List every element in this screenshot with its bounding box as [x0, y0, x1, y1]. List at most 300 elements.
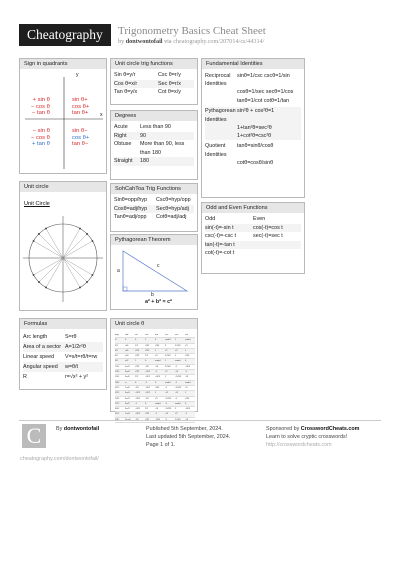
identity-line: tanθ=sinθ/cosθ: [237, 143, 274, 150]
table-cell: -√3: [185, 376, 189, 379]
table-cell: √2/2: [135, 349, 140, 352]
identity-lines: [237, 72, 301, 105]
table-cell: -√3/3: [155, 376, 160, 379]
table-cell: -1: [185, 413, 187, 416]
table-cell: √3/3: [155, 386, 160, 389]
table-cell: √3/2: [145, 418, 150, 421]
table-cell: -√3/3: [155, 418, 160, 421]
table-cell: √3: [185, 386, 188, 389]
unit-circle-point: [79, 228, 81, 230]
table-row: [114, 196, 194, 205]
identity-line: tanθ=1/cot cotθ=1/tan: [237, 97, 290, 104]
table-cell: √3/3: [155, 344, 160, 347]
table-cell: undef: [165, 339, 171, 342]
table-cell: 2√3/3: [175, 344, 181, 347]
table-cell: 2√3/3: [175, 418, 181, 421]
table-cell: -1/2: [135, 418, 139, 421]
footer-sponsor: [266, 425, 359, 433]
table-header-cell: csc: [165, 334, 169, 336]
table-cell: -1: [145, 381, 147, 384]
trig-sin: Sin θ=y/r: [114, 72, 136, 78]
table-cell: 1/2: [135, 344, 139, 347]
identity-label: Pythagorean Identities: [205, 108, 236, 123]
even-function: cos(-t)=cos t: [253, 224, 283, 231]
table-cell: √2: [165, 349, 168, 352]
table-cell: undef: [185, 339, 191, 342]
table-cell: -1/2: [145, 365, 149, 368]
table-cell: 240°: [115, 397, 120, 400]
degree-type: Obtuse: [114, 141, 132, 148]
table-cell: 0: [125, 339, 127, 342]
table-cell: -2: [165, 386, 167, 389]
formula-name: Linear speed: [23, 354, 55, 360]
table-cell: 5π/6: [125, 376, 130, 379]
header: [0, 0, 400, 50]
unit-circle-trig-content: [111, 69, 197, 99]
table-cell: 3π/2: [125, 402, 130, 405]
table-cell: 1: [155, 392, 157, 395]
table-cell: √3/2: [135, 365, 140, 368]
table-cell: 2√3/3: [165, 365, 171, 368]
identity-line: sin²θ + cos²θ=1: [237, 108, 275, 115]
page-title: Trigonometry Basics Cheat Sheet: [118, 25, 266, 37]
footer-sponsor-tagline: Learn to solve cryptic crosswords!: [266, 434, 348, 440]
table-cell: -1: [185, 371, 187, 374]
table-row: [114, 140, 194, 157]
table-cell: 2: [165, 376, 167, 379]
table-row: [205, 107, 301, 140]
odd-function: cot(-t)=-cot t: [205, 250, 235, 257]
table-row: [205, 232, 301, 241]
byline-prefix: by: [118, 38, 126, 45]
sign-quadrants-title: Sign in quadrants: [20, 59, 106, 69]
table-cell: 1: [175, 339, 177, 342]
footer-divider: [19, 420, 381, 421]
odd-function: csc(-t)=-csc t: [205, 233, 236, 240]
table-cell: 30°: [115, 344, 119, 347]
table-cell: -2: [165, 418, 167, 421]
table-cell: 0: [135, 381, 137, 384]
q3-cos: − cos θ: [31, 134, 50, 141]
table-row: [23, 352, 103, 362]
sheet-url-link[interactable]: cheatography.com/207014/cs/44314/: [173, 38, 265, 45]
table-cell: -√3/3: [185, 408, 190, 411]
identity-line: cosθ=1/sec secθ=1/cos: [237, 89, 294, 96]
table-cell: 5π/3: [125, 408, 130, 411]
table-cell: 1/2: [145, 355, 149, 358]
unit-circle-point: [38, 233, 40, 235]
q4-sin: sin θ−: [72, 128, 88, 134]
q2-cos: − cos θ: [31, 103, 50, 110]
soh-sec: Secθ=hyp/adj: [156, 205, 189, 212]
table-cell: √3/3: [185, 397, 190, 400]
table-header-cell: cos: [145, 334, 149, 336]
table-cell: -√2/2: [145, 371, 150, 374]
fundamental-identities-content: [202, 69, 304, 169]
table-row: [205, 241, 301, 250]
degree-type: Right: [114, 132, 127, 139]
odd-function: sin(-t)=-sin t: [205, 224, 234, 231]
quadrant-axes: [23, 71, 105, 171]
table-row: [205, 224, 301, 233]
table-cell: 300°: [115, 408, 120, 411]
table-cell: 0°: [115, 339, 118, 342]
table-cell: -1/2: [145, 397, 149, 400]
table-cell: -√3/2: [135, 408, 140, 411]
odd-header: Odd: [205, 216, 216, 222]
soh-cos: Cosθ=adj/hyp: [114, 205, 148, 212]
unit-circle-point: [33, 274, 35, 276]
table-cell: 270°: [115, 402, 120, 405]
table-header-row: [205, 215, 301, 224]
side-b-label: b: [151, 292, 154, 298]
footer-author-url[interactable]: cheatography.com/dontwontofail/: [20, 456, 99, 462]
formulas-box: [19, 318, 107, 390]
q4-tan: tan θ−: [72, 141, 89, 148]
unit-circle-point: [45, 287, 47, 289]
q2-tan: − tan θ: [31, 110, 50, 117]
fundamental-identities-title: Fundamental Identities: [202, 59, 304, 69]
author-link[interactable]: dontwontofail: [125, 38, 163, 45]
identity-line: sinθ=1/csc cscθ=1/sin: [237, 73, 290, 79]
formula-value: S=rθ: [65, 334, 77, 340]
table-cell: 0: [185, 360, 187, 363]
table-row: [114, 205, 194, 214]
table-cell: 210°: [115, 386, 120, 389]
table-cell: -√3: [185, 418, 189, 421]
formula-value: A=1/2r²θ: [65, 344, 86, 350]
table-row: [23, 342, 103, 352]
table-cell: -√3: [155, 408, 159, 411]
degree-value: More than 90, less than 180: [140, 141, 185, 156]
table-cell: -√2/2: [135, 392, 140, 395]
table-cell: 1/2: [135, 376, 139, 379]
formula-name: Area of a sector: [23, 344, 62, 350]
q1-tan: tan θ+: [72, 110, 89, 117]
degree-type: Straight: [114, 158, 133, 165]
table-cell: √3: [185, 344, 188, 347]
table-cell: -2: [175, 397, 177, 400]
table-cell: √2: [175, 349, 178, 352]
table-cell: undef: [175, 402, 181, 405]
table-cell: -1: [175, 381, 177, 384]
table-cell: -2√3/3: [175, 376, 182, 379]
even-header: Even: [253, 216, 266, 222]
table-header-cell: sec: [175, 334, 179, 336]
quadrant-3-signs: [31, 128, 50, 148]
degrees-content: [111, 121, 197, 168]
identity-lines: [237, 142, 301, 167]
unit-circle-point: [92, 274, 94, 276]
table-cell: 11π/6: [125, 418, 131, 421]
formulas-title: Formulas: [20, 319, 106, 329]
table-cell: undef: [165, 381, 171, 384]
sohcahtoa-content: [111, 194, 197, 224]
unit-circle-trig-title: Unit circle trig functions: [111, 59, 197, 69]
odd-even-title: Odd and Even Functions: [202, 203, 304, 213]
table-header-cell: sin: [135, 334, 138, 336]
table-cell: undef: [175, 360, 181, 363]
unit-circle-point: [33, 240, 35, 242]
cheatography-logo[interactable]: Cheatography: [19, 24, 111, 46]
unit-circle-point: [79, 287, 81, 289]
identity-label: Reciprocal Identities: [205, 73, 231, 88]
side-c-label: c: [157, 263, 160, 269]
unit-circle-point: [86, 233, 88, 235]
unit-circle-table-title: Unit circle θ: [111, 319, 197, 329]
table-row: [205, 142, 301, 167]
identity-line: 1+tan²θ=sec²θ: [237, 124, 272, 131]
table-cell: 3π/4: [125, 371, 130, 374]
side-a-label: a: [117, 268, 120, 274]
table-cell: 120°: [115, 365, 120, 368]
table-cell: -1: [155, 413, 157, 416]
table-cell: -√2: [175, 371, 179, 374]
unit-circle-point: [38, 281, 40, 283]
identity-line: 1+cot²θ=csc²θ: [237, 133, 272, 140]
table-cell: undef: [185, 381, 191, 384]
table-row: [114, 157, 194, 166]
table-cell: π/4: [125, 349, 129, 352]
table-cell: -1: [165, 402, 167, 405]
odd-even-content: [202, 213, 304, 260]
table-cell: 180°: [115, 381, 120, 384]
table-header-cell: deg: [115, 334, 119, 336]
table-cell: 1: [185, 392, 187, 395]
table-cell: -1: [135, 402, 137, 405]
sohcahtoa-title: SohCahToa Trig Functions: [111, 184, 197, 194]
fundamental-identities-box: [201, 58, 305, 198]
q1-cos: cos θ+: [72, 103, 90, 110]
byline-via: via: [162, 38, 174, 45]
table-header-cell: tan: [155, 334, 159, 336]
odd-function: tan(-t)=-tan t: [205, 241, 235, 248]
trig-sec: Sec θ=r/x: [158, 80, 181, 87]
table-row: [23, 362, 103, 372]
table-cell: -√2: [165, 392, 169, 395]
table-cell: 0: [135, 339, 137, 342]
table-cell: 0: [185, 402, 187, 405]
table-cell: 90°: [115, 360, 119, 363]
unit-circle-diagram: [20, 210, 106, 306]
table-cell: -√3/2: [145, 386, 150, 389]
table-cell: -√3/3: [185, 365, 190, 368]
table-cell: √2/2: [135, 371, 140, 374]
table-cell: -1/2: [135, 386, 139, 389]
formula-name: R: [23, 374, 27, 380]
table-cell: -√3/2: [145, 376, 150, 379]
table-header-cell: rad: [125, 334, 129, 336]
table-cell: 4π/3: [125, 397, 130, 400]
table-cell: -2√3/3: [165, 397, 172, 400]
unit-circle-point: [92, 240, 94, 242]
formula-value: r=√x² + y²: [65, 374, 89, 380]
table-cell: √2: [165, 371, 168, 374]
identity-label: Quotient Identities: [205, 143, 227, 158]
table-cell: 1: [155, 349, 157, 352]
unit-circle-subtitle: Unit Circle: [24, 201, 50, 207]
table-cell: 0: [145, 360, 147, 363]
q3-tan: + tan θ: [31, 141, 50, 148]
table-row: [114, 88, 194, 97]
table-cell: 0: [155, 339, 157, 342]
pythagorean-title: Pythagorean Theorem: [111, 235, 197, 245]
footer-sponsor-prefix: Sponsored by: [266, 426, 301, 432]
odd-even-box: [201, 202, 305, 274]
table-cell: √3: [155, 397, 158, 400]
right-triangle-diagram: [113, 247, 197, 301]
quadrant-2-signs: [31, 97, 50, 117]
table-cell: 315°: [115, 413, 120, 416]
table-cell: 1: [185, 349, 187, 352]
table-cell: 225°: [115, 392, 120, 395]
trig-tan: Tan θ=y/x: [114, 89, 138, 96]
table-cell: 135°: [115, 371, 120, 374]
table-cell: undef: [155, 360, 161, 363]
table-row: [205, 249, 301, 258]
table-cell: 1: [135, 360, 137, 363]
soh-tan: Tanθ=adj/opp: [114, 214, 147, 221]
formula-value: V=s/t=rθ/t=rw: [65, 354, 98, 360]
sohcahtoa-box: [110, 183, 198, 232]
footer-updated: Last updated 5th September, 2024.: [146, 434, 231, 440]
sponsor-link[interactable]: CrosswordCheats.com: [300, 426, 360, 432]
table-cell: 2π/3: [125, 365, 130, 368]
footer-by-prefix: By: [56, 426, 64, 432]
soh-sin: Sinθ=opp/hyp: [114, 197, 148, 203]
table-cell: 2√3/3: [165, 355, 171, 358]
table-cell: 1/2: [145, 408, 149, 411]
table-cell: 150°: [115, 376, 120, 379]
table-cell: -√3/2: [135, 397, 140, 400]
table-cell: -√2/2: [135, 413, 140, 416]
table-cell: -√2/2: [145, 392, 150, 395]
table-cell: π/6: [125, 344, 129, 347]
unit-circle-point: [86, 281, 88, 283]
table-cell: 1: [165, 360, 167, 363]
table-cell: 330°: [115, 418, 120, 421]
unit-circle-point: [45, 228, 47, 230]
q3-sin: − sin θ: [32, 128, 50, 134]
pythagorean-box: [110, 234, 198, 310]
pythagorean-equation: a² + b² = c²: [145, 299, 172, 305]
formulas-content: [20, 329, 106, 384]
sign-quadrants-box: [19, 58, 107, 174]
table-cell: √3/2: [135, 355, 140, 358]
table-row: [114, 71, 194, 80]
sign-quadrants-content: [20, 69, 106, 173]
table-cell: √2/2: [145, 349, 150, 352]
quadrant-1-signs: [72, 97, 89, 117]
soh-csc: Cscθ=hyp/opp: [156, 197, 191, 203]
table-cell: 45°: [115, 349, 119, 352]
q2-sin: + sin θ: [32, 97, 50, 103]
table-cell: √3/2: [145, 344, 150, 347]
right-angle-mark: [123, 287, 127, 291]
table-cell: -√3: [155, 365, 159, 368]
table-cell: π/2: [125, 360, 129, 363]
trig-cot: Cot θ=x/y: [158, 89, 181, 96]
table-cell: -2√3/3: [175, 386, 182, 389]
y-axis-label: y: [76, 72, 79, 78]
degrees-box: [110, 110, 198, 180]
table-cell: √2/2: [145, 413, 150, 416]
unit-circle-title: Unit circle: [20, 182, 106, 192]
table-cell: π: [125, 381, 127, 384]
footer-sponsor-url[interactable]: http://crosswordcheats.com: [266, 442, 332, 448]
q4-cos: cos θ+: [72, 134, 90, 141]
footer-page: Page 1 of 1.: [146, 442, 176, 448]
degree-type: Acute: [114, 124, 128, 130]
table-cell: -2√3/3: [165, 408, 172, 411]
soh-cot: Cotθ=adj/adj: [156, 214, 187, 221]
table-cell: √3: [155, 355, 158, 358]
table-row: [114, 132, 194, 141]
table-cell: 2: [175, 355, 177, 358]
right-triangle: [123, 251, 187, 291]
even-function: sec(-t)=sec t: [253, 233, 283, 240]
degrees-title: Degrees: [111, 111, 197, 121]
q1-sin: sin θ+: [72, 97, 88, 103]
table-cell: √2: [175, 413, 178, 416]
byline: [118, 38, 264, 45]
table-cell: 2: [175, 408, 177, 411]
formula-value: w=θ/t: [65, 364, 79, 370]
degree-value: 90: [140, 132, 146, 139]
table-cell: 0: [145, 402, 147, 405]
table-row: [23, 332, 103, 342]
table-cell: -√2: [165, 413, 169, 416]
table-cell: -2: [175, 365, 177, 368]
table-row: [205, 72, 301, 105]
table-cell: √3/3: [185, 355, 190, 358]
unit-circle-trig-box: [110, 58, 198, 105]
table-cell: 60°: [115, 355, 119, 358]
table-cell: 1: [145, 339, 147, 342]
identity-line: cotθ=cosθ/sinθ: [237, 159, 274, 166]
trig-cos: Cos θ=x/r: [114, 80, 138, 87]
table-header-cell: cot: [185, 334, 188, 336]
unit-circle-table-box: [110, 318, 198, 421]
unit-circle-values-table: [115, 333, 195, 423]
formula-name: Angular speed: [23, 364, 58, 370]
table-cell: 0: [155, 381, 157, 384]
table-row: [114, 123, 194, 132]
cheatography-c-logo: C: [22, 424, 46, 448]
table-row: [23, 372, 103, 382]
table-cell: -√2: [175, 392, 179, 395]
degree-value: 180: [140, 158, 149, 165]
x-axis-label: x: [100, 112, 103, 118]
table-cell: 5π/4: [125, 392, 130, 395]
quadrant-4-signs: [72, 128, 89, 148]
table-cell: 7π/6: [125, 386, 130, 389]
degree-value: Less than 90: [140, 124, 171, 130]
table-cell: 2: [165, 344, 167, 347]
table-row: [114, 213, 194, 222]
formula-name: Arc length: [23, 334, 48, 340]
table-row: [114, 80, 194, 89]
table-cell: π/3: [125, 355, 129, 358]
table-cell: undef: [155, 402, 161, 405]
footer-author: [56, 425, 99, 433]
footer-published: Published 5th September, 2024.: [146, 426, 223, 432]
table-cell: -1: [155, 371, 157, 374]
identity-lines: [237, 107, 301, 140]
table-cell: 7π/4: [125, 413, 130, 416]
footer-author-link[interactable]: dontwontofail: [63, 426, 100, 432]
trig-csc: Csc θ=r/y: [158, 72, 181, 78]
